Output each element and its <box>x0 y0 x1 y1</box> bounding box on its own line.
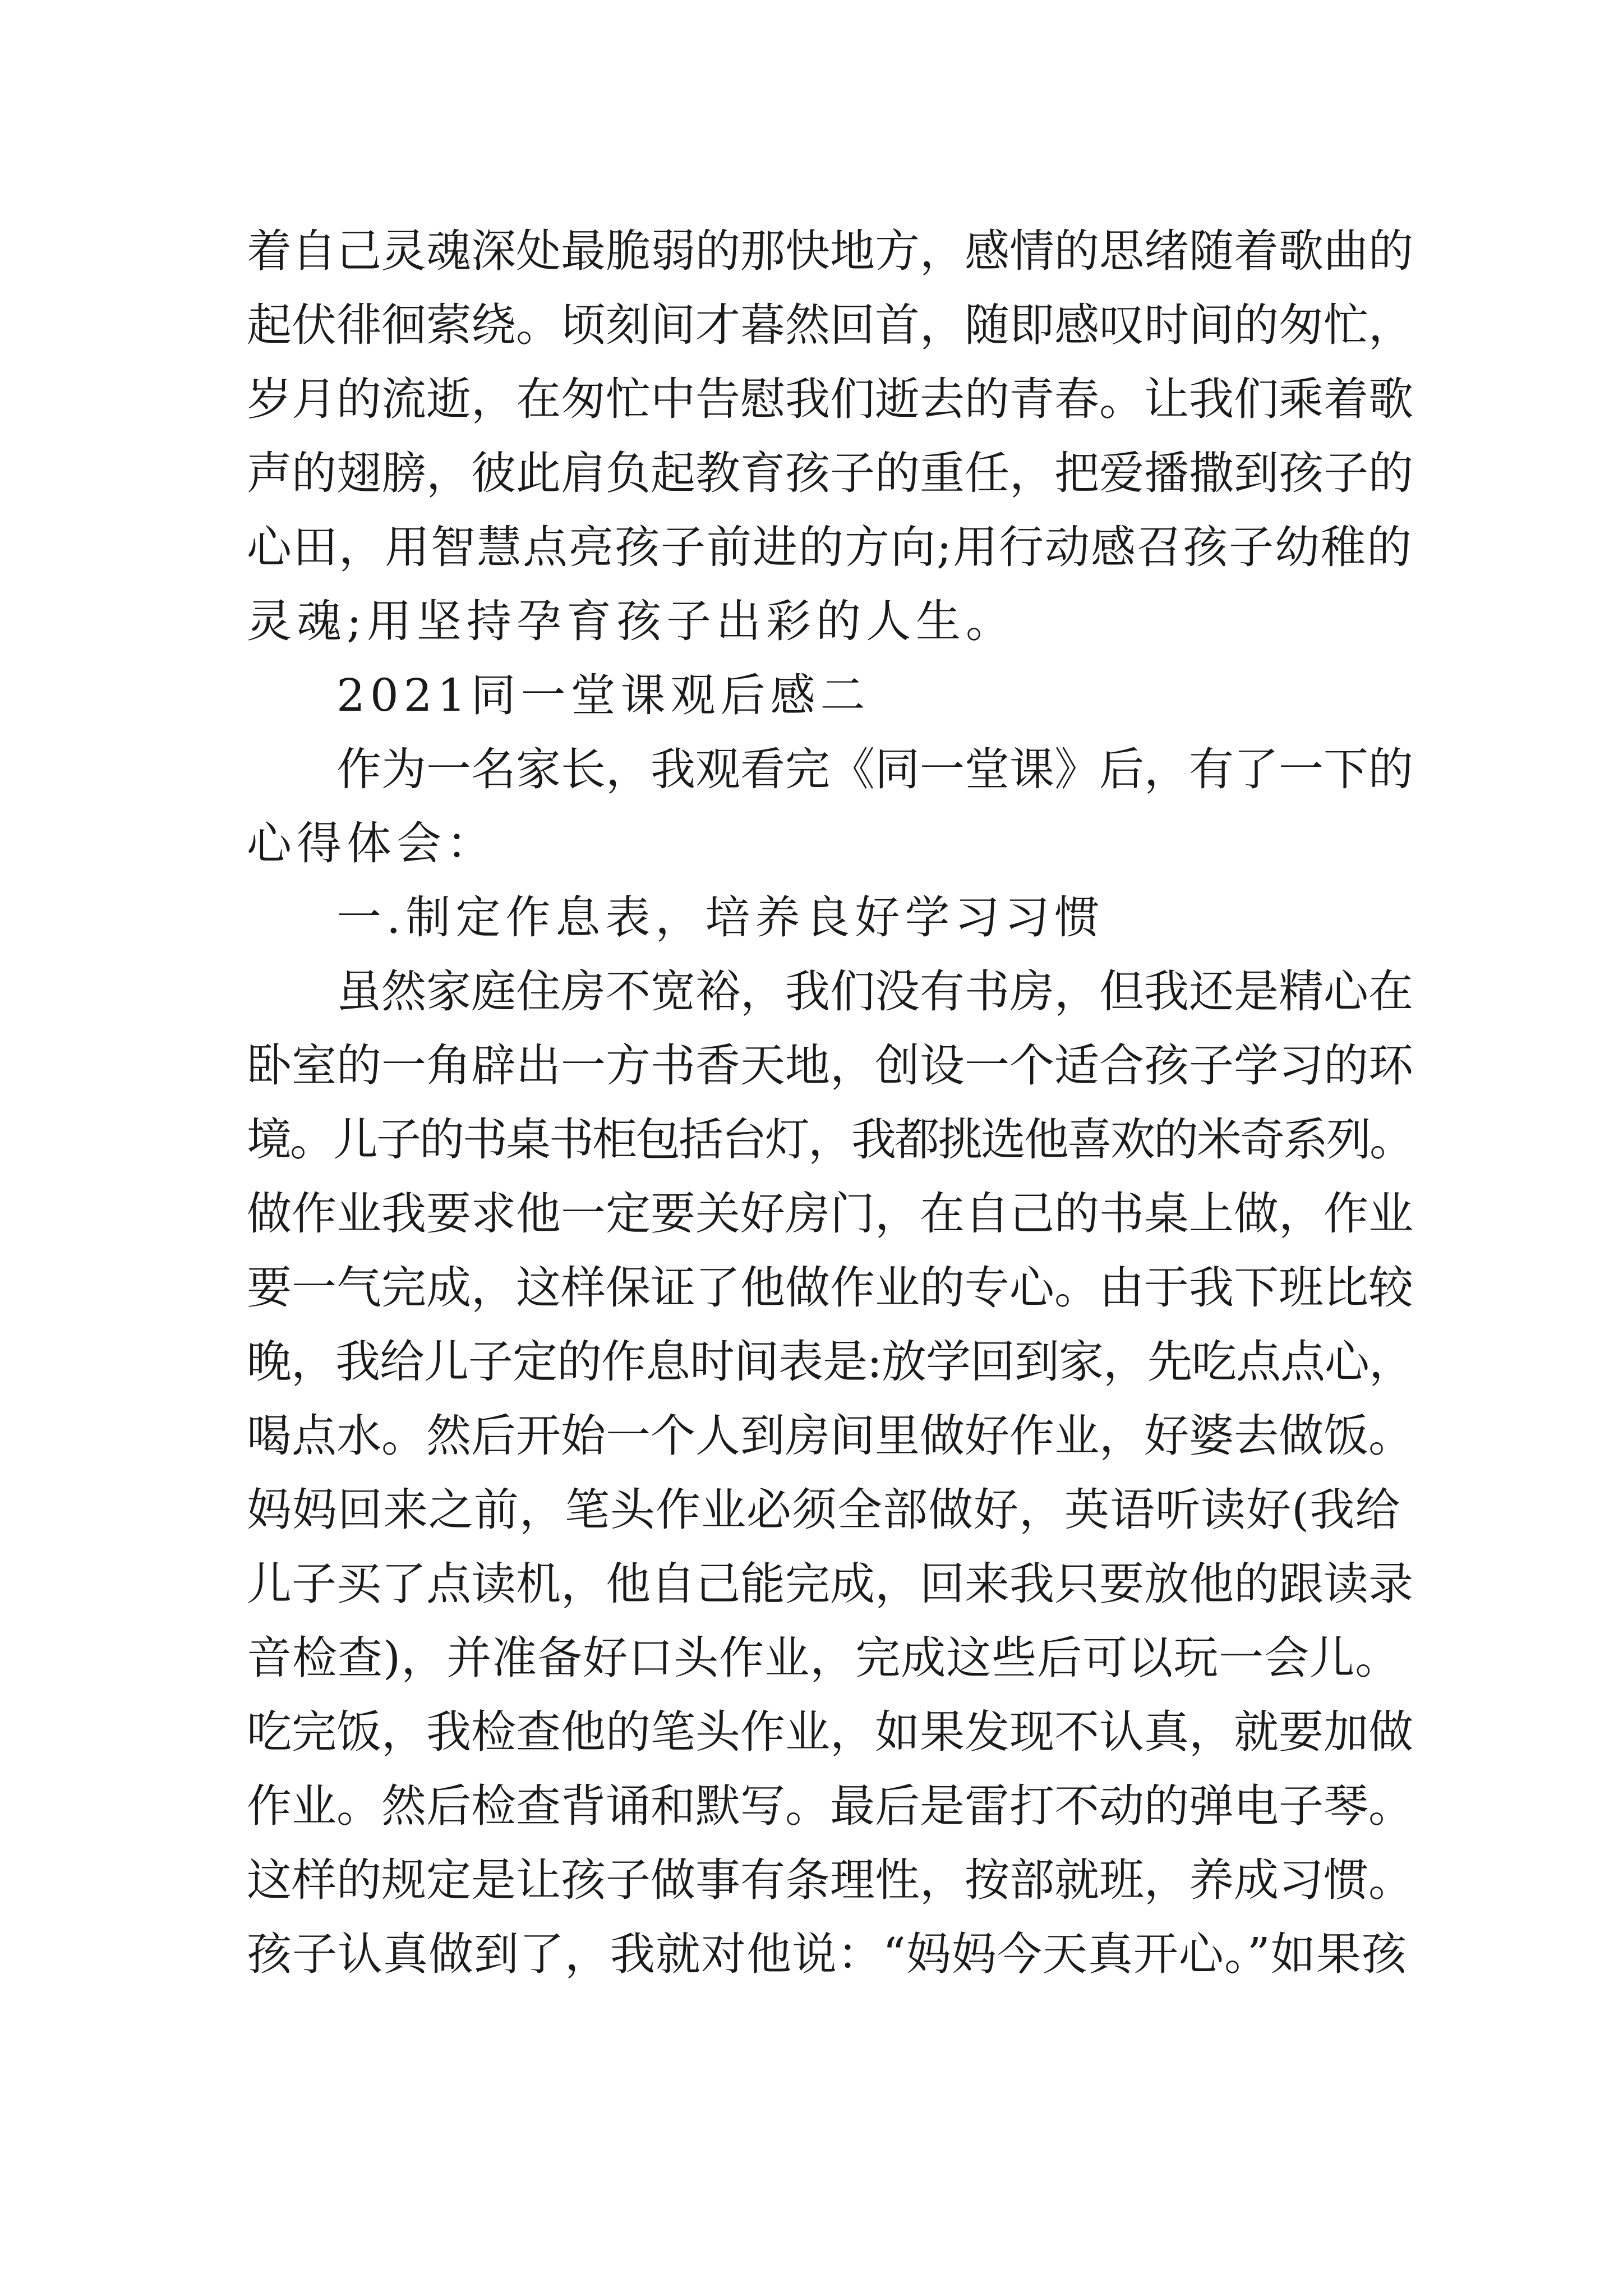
text-line: 这样的规定是让孩子做事有条理性，按部就班，养成习惯。 <box>247 1854 1413 1906</box>
text-line: 起伏徘徊萦绕。顷刻间才暮然回首，随即感叹时间的匆忙， <box>247 299 1413 351</box>
text-line: 卧室的一角辟出一方书香天地，创设一个适合孩子学习的环 <box>247 1039 1413 1092</box>
subsection-heading: 一.制定作息表，培养良好学习习惯 <box>336 891 1105 944</box>
text-line: 心得体会： <box>247 817 496 869</box>
text-line: 做作业我要求他一定要关好房门，在自己的书桌上做，作业 <box>247 1188 1413 1240</box>
text-line: 晚，我给儿子定的作息时间表是:放学回到家，先吃点点心， <box>247 1336 1413 1388</box>
text-line: 吃完饭，我检查他的笔头作业，如果发现不认真，就要加做 <box>247 1706 1413 1758</box>
section-heading: 2021同一堂课观后感二 <box>336 669 870 721</box>
text-line: 虽然家庭住房不宽裕，我们没有书房，但我还是精心在 <box>336 965 1413 1018</box>
text-line: 要一气完成，这样保证了他做作业的专心。由于我下班比较 <box>247 1262 1413 1314</box>
text-line: 儿子买了点读机，他自己能完成，回来我只要放他的跟读录 <box>247 1558 1413 1610</box>
text-line: 着自己灵魂深处最脆弱的那快地方，感情的思绪随着歌曲的 <box>247 225 1413 277</box>
text-line: 境。儿子的书桌书柜包括台灯，我都挑选他喜欢的米奇系列。 <box>247 1114 1413 1166</box>
text-line: 声的翅膀，彼此肩负起教育孩子的重任，把爱播撒到孩子的 <box>247 447 1413 499</box>
text-line: 音检查)，并准备好口头作业，完成这些后可以玩一会儿。 <box>247 1632 1401 1684</box>
text-line: 作为一名家长，我观看完《同一堂课》后，有了一下的 <box>336 743 1413 795</box>
text-line: 作业。然后检查背诵和默写。最后是雷打不动的弹电子琴。 <box>247 1780 1413 1832</box>
text-line: 孩子认真做到了，我就对他说：“妈妈今天真开心。”如果孩 <box>247 1928 1407 1980</box>
text-line: 喝点水。然后开始一个人到房间里做好作业，好婆去做饭。 <box>247 1410 1413 1462</box>
text-line: 妈妈回来之前，笔头作业必须全部做好，英语听读好(我给 <box>247 1484 1401 1536</box>
text-line: 心田，用智慧点亮孩子前进的方向;用行动感召孩子幼稚的 <box>247 521 1413 573</box>
text-line: 灵魂;用坚持孕育孩子出彩的人生。 <box>247 595 1016 647</box>
text-line: 岁月的流逝，在匆忙中告慰我们逝去的青春。让我们乘着歌 <box>247 373 1413 425</box>
document-body <box>247 214 1413 1991</box>
